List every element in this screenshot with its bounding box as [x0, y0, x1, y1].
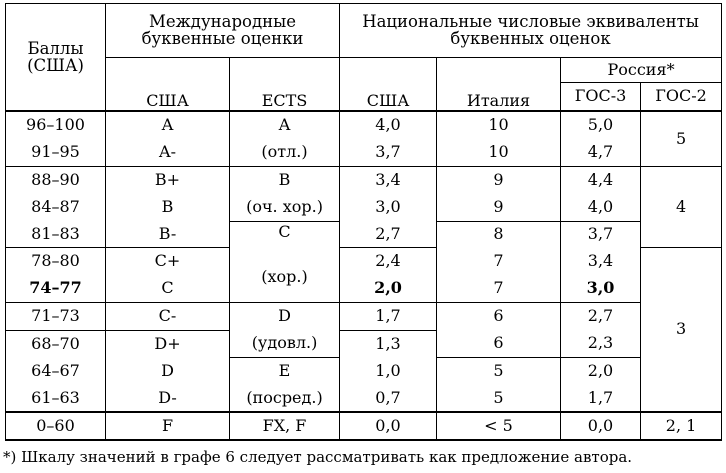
italy-cell: 5 [437, 358, 561, 385]
gos3-cell: 4,4 [561, 166, 641, 193]
italy-cell: 7 [437, 275, 561, 302]
gos3-cell: 0,0 [561, 412, 641, 440]
italy-cell: 8 [437, 221, 561, 247]
points-cell: 91–95 [6, 139, 106, 166]
ects-cell: (посред.) [230, 385, 340, 412]
us-numeric-cell: 0,7 [340, 385, 437, 412]
us-letter-cell: A- [106, 139, 230, 166]
points-cell: 74–77 [6, 275, 106, 302]
ects-cell: C (хор.) [230, 221, 340, 302]
italy-cell: 6 [437, 303, 561, 330]
us-numeric-cell: 2,7 [340, 221, 437, 247]
gos3-cell: 3,7 [561, 221, 641, 247]
us-numeric-cell: 2,0 [340, 275, 437, 302]
gos2-cell: 5 [641, 111, 722, 166]
italy-cell: < 5 [437, 412, 561, 440]
ects-cell: B [230, 166, 340, 193]
gos3-cell: 4,7 [561, 139, 641, 166]
ects-cell: (отл.) [230, 139, 340, 166]
header-international-grades: Международные буквенные оценки [106, 4, 340, 58]
us-letter-cell: C- [106, 303, 230, 330]
gos3-cell: 3,4 [561, 248, 641, 275]
us-numeric-cell: 3,4 [340, 166, 437, 193]
ects-cell: (удовл.) [230, 330, 340, 357]
points-cell: 71–73 [6, 303, 106, 330]
header-gos3: ГОС-3 [561, 83, 641, 111]
gos3-cell: 3,0 [561, 275, 641, 302]
us-letter-cell: F [106, 412, 230, 440]
italy-cell: 6 [437, 330, 561, 357]
us-letter-cell: D- [106, 385, 230, 412]
us-letter-cell: D [106, 358, 230, 385]
us-letter-cell: B [106, 194, 230, 221]
points-cell: 61–63 [6, 385, 106, 412]
ects-cell: A [230, 111, 340, 138]
gos3-cell: 2,7 [561, 303, 641, 330]
header-usa-letters: США [106, 57, 230, 111]
italy-cell: 10 [437, 139, 561, 166]
header-usa-numeric: США [340, 57, 437, 111]
points-cell: 64–67 [6, 358, 106, 385]
header-ects: ECTS [230, 57, 340, 111]
italy-cell: 9 [437, 166, 561, 193]
gos3-cell: 2,3 [561, 330, 641, 357]
us-letter-cell: D+ [106, 330, 230, 357]
italy-cell: 10 [437, 111, 561, 138]
italy-cell: 9 [437, 194, 561, 221]
gos3-cell: 2,0 [561, 358, 641, 385]
gos2-cell: 3 [641, 248, 722, 413]
us-numeric-cell: 4,0 [340, 111, 437, 138]
points-cell: 96–100 [6, 111, 106, 138]
header-points-usa: Баллы (США) [6, 4, 106, 112]
gos2-cell: 2, 1 [641, 412, 722, 440]
header-gos2: ГОС-2 [641, 83, 722, 111]
points-cell: 88–90 [6, 166, 106, 193]
us-letter-cell: B+ [106, 166, 230, 193]
points-cell: 68–70 [6, 330, 106, 357]
italy-cell: 5 [437, 385, 561, 412]
points-cell: 78–80 [6, 248, 106, 275]
us-letter-cell: C+ [106, 248, 230, 275]
us-letter-cell: A [106, 111, 230, 138]
header-national-equivalents: Национальные числовые эквиваленты буквенных оценок [340, 4, 722, 58]
us-numeric-cell: 2,4 [340, 248, 437, 275]
us-letter-cell: B- [106, 221, 230, 247]
ects-cell: FX, F [230, 412, 340, 440]
us-numeric-cell: 1,0 [340, 358, 437, 385]
italy-cell: 7 [437, 248, 561, 275]
footnote: *) Шкалу значений в графе 6 следует рассматривать как предложение автора. [3, 448, 633, 466]
us-numeric-cell: 3,0 [340, 194, 437, 221]
gos3-cell: 1,7 [561, 385, 641, 412]
us-numeric-cell: 0,0 [340, 412, 437, 440]
gos2-cell: 4 [641, 166, 722, 247]
ects-cell: D [230, 303, 340, 330]
gos3-cell: 5,0 [561, 111, 641, 138]
us-letter-cell: C [106, 275, 230, 302]
points-cell: 0–60 [6, 412, 106, 440]
points-cell: 81–83 [6, 221, 106, 247]
us-numeric-cell: 3,7 [340, 139, 437, 166]
ects-cell: (оч. хор.) [230, 194, 340, 221]
grade-comparison-table [5, 3, 722, 441]
header-italy: Италия [437, 57, 561, 111]
us-numeric-cell: 1,3 [340, 330, 437, 357]
us-numeric-cell: 1,7 [340, 303, 437, 330]
ects-cell: E [230, 358, 340, 385]
gos3-cell: 4,0 [561, 194, 641, 221]
header-russia: Россия* [561, 57, 722, 82]
points-cell: 84–87 [6, 194, 106, 221]
